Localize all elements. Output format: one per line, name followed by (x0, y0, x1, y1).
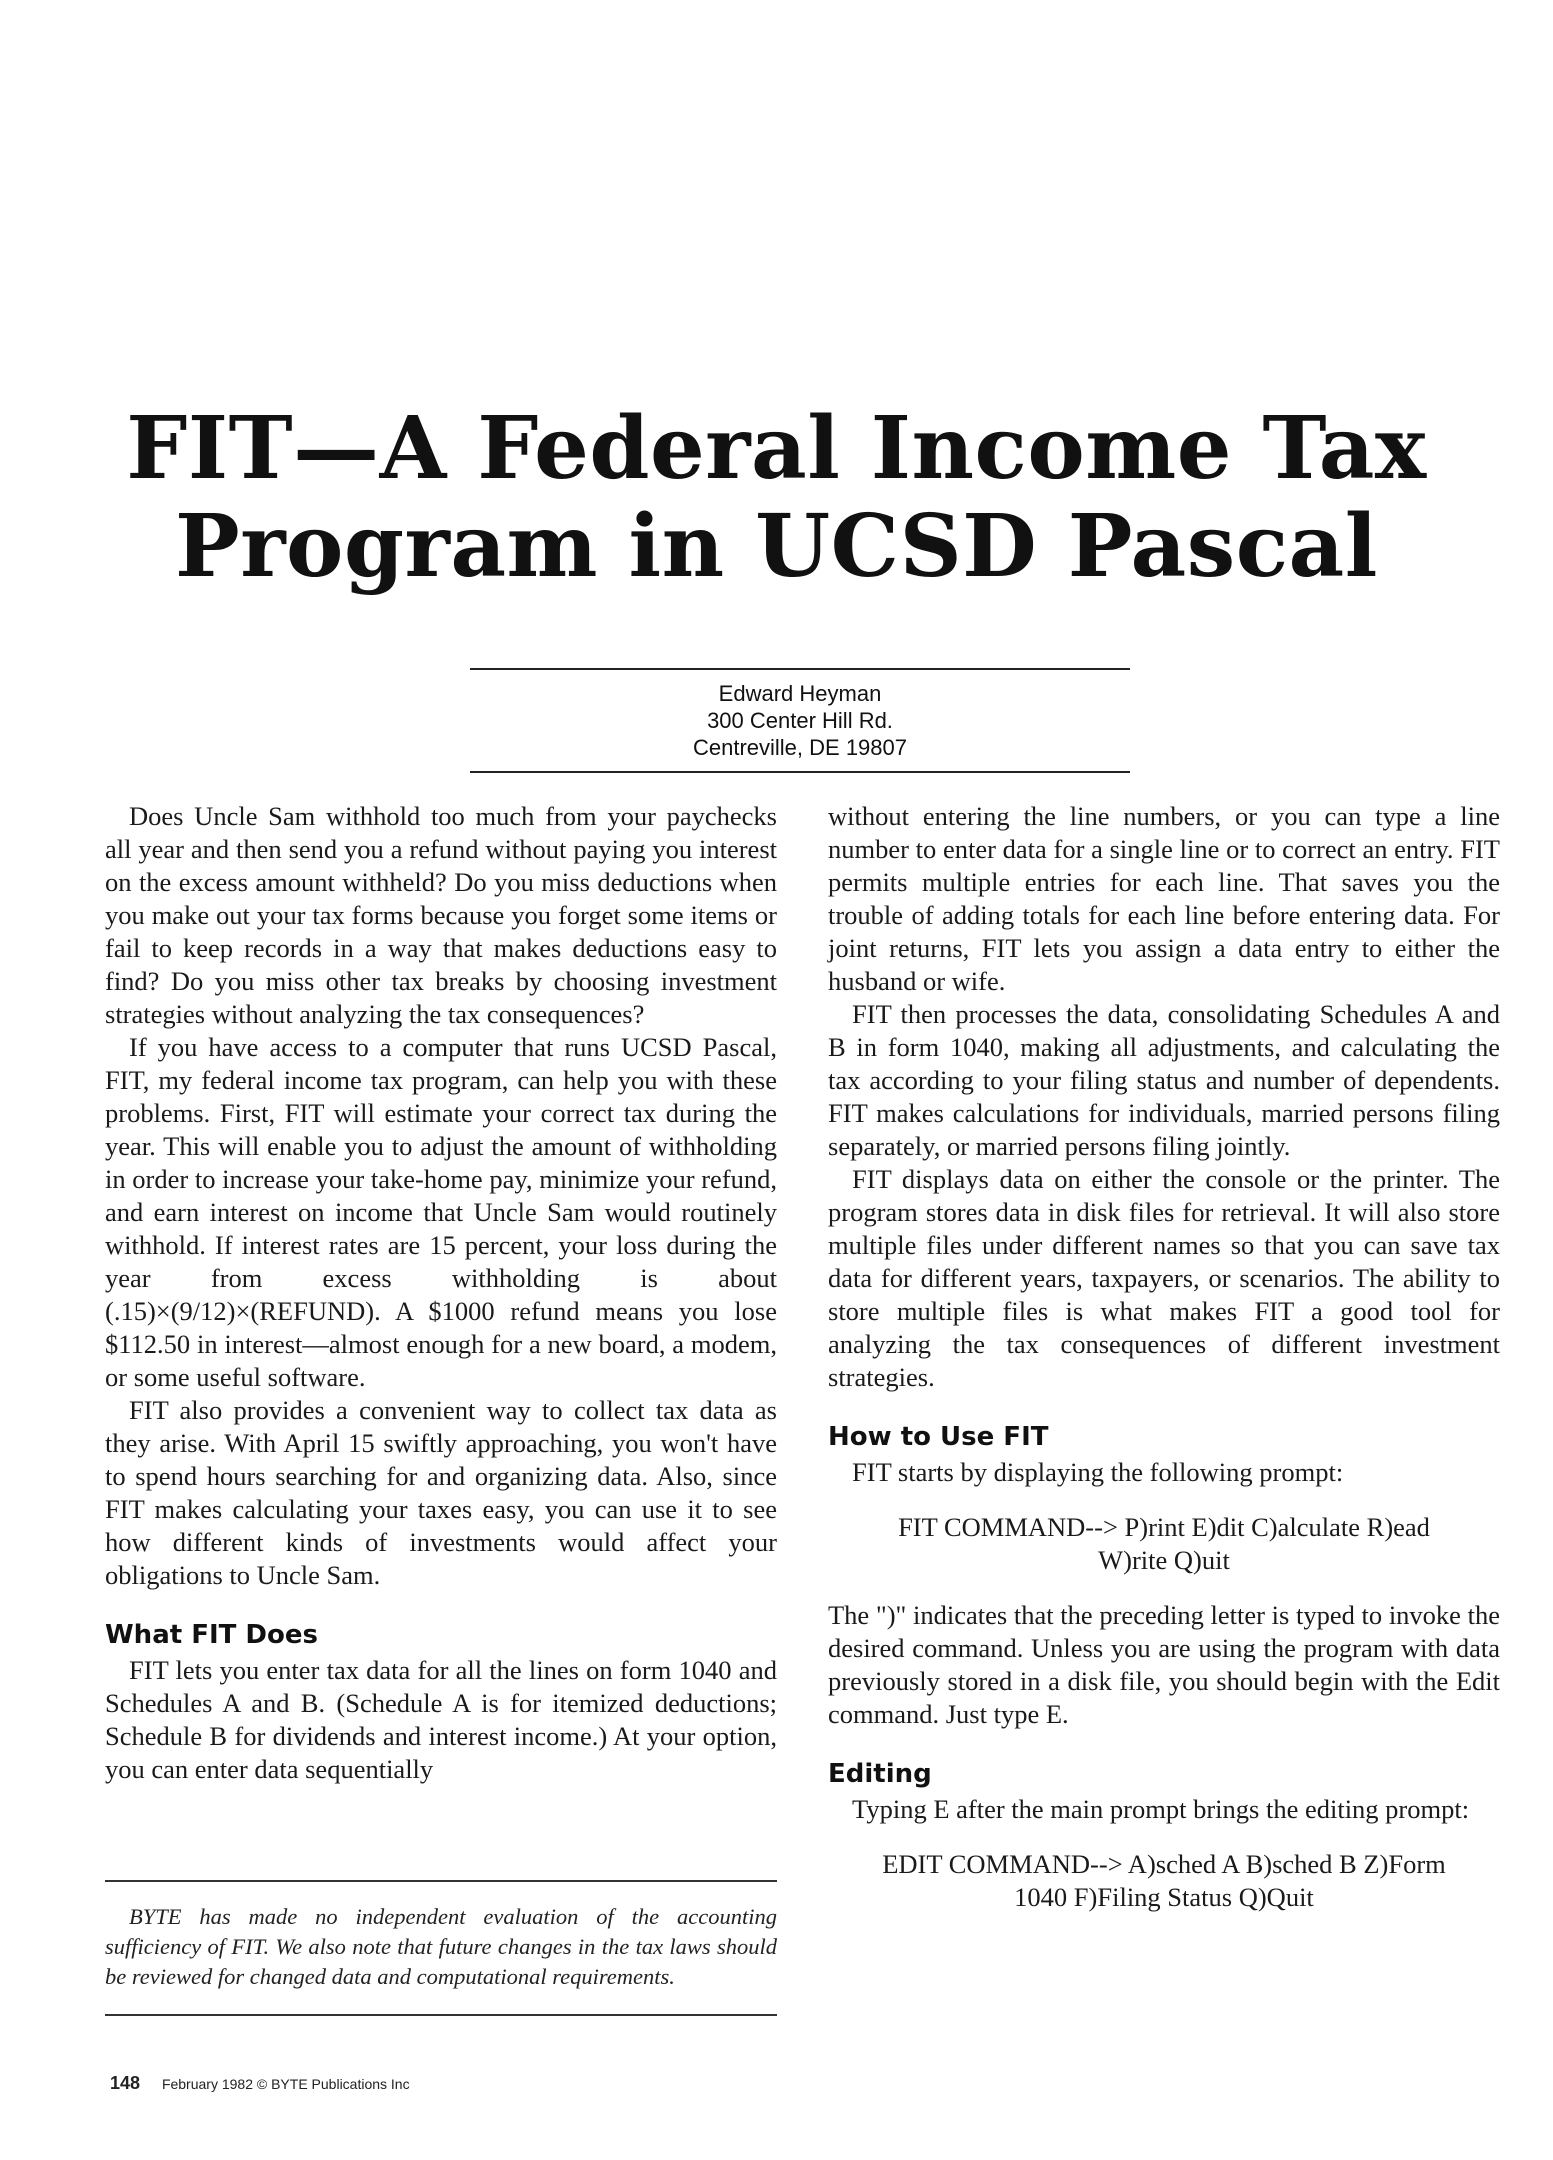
left-paragraph-2: If you have access to a computer that runs UCSD Pascal, FIT, my federal income tax program, can help you with these problems. First, FIT will estimate your correct tax during the year. This will enable you to adjust the amount of withholding in order to increase your take-home pay, minimize your refund, and earn interest on income that Uncle Sam would routinely withhold. If interest rates are 15 percent, your loss during the year from excess withholding is about (.15)×(9/12)×(REFUND). A $1000 refund means you lose $112.50 in interest—almost enough for a new board, a modem, or some useful software. (105, 1032, 777, 1392)
right-paragraph-2: FIT then processes the data, consolidating Schedules A and B in form 1040, making all adjustments, and calculating the tax according to your filing status and number of dependents. FIT makes calculations for individuals, married persons filing separately, or married persons filing jointly. (828, 999, 1500, 1161)
disclaimer-note: BYTE has made no independent evaluation of the accounting sufficiency of FIT. We also note that future changes in the tax laws should be reviewed for changed data and computational requirements. (105, 1904, 777, 1989)
left-paragraph-1: Does Uncle Sam withhold too much from your paychecks all year and then send you a refund without paying you interest on the excess amount withheld? Do you miss deductions when you make out your tax forms because you forget some items or fail to keep records in a way that makes deductions easy to find? Do you miss other tax breaks by choosing investment strategies without analyzing the tax consequences? (105, 801, 777, 1029)
byline-top-rule (470, 668, 1130, 670)
article-title (110, 400, 1443, 596)
byline-bottom-rule (470, 771, 1130, 773)
page-footer (110, 2073, 410, 2094)
fit-command-prompt (828, 1511, 1500, 1577)
right-paragraph-4: FIT starts by displaying the following prompt: (852, 1457, 1344, 1487)
page-number: 148 (110, 2073, 141, 2093)
title-line-1: FIT—A Federal Income Tax (126, 398, 1427, 499)
author-street: 300 Center Hill Rd. (707, 708, 893, 733)
fit-command-line-1: FIT COMMAND--> P)rint E)dit C)alculate R)ead (898, 1512, 1430, 1542)
author-name: Edward Heyman (718, 681, 882, 706)
author-byline (470, 680, 1130, 761)
section-heading-editing: Editing (828, 1759, 932, 1789)
right-paragraph-5: The ")" indicates that the preceding letter is typed to invoke the desired command. Unless you are using the program with data previously stored in a disk file, you should begin with the Edit command. Just type E. (828, 1600, 1500, 1729)
fit-command-line-2: W)rite Q)uit (1098, 1545, 1230, 1575)
title-line-2: Program in UCSD Pascal (175, 496, 1378, 597)
left-column (105, 800, 777, 1786)
right-paragraph-3: FIT displays data on either the console or the printer. The program stores data in disk files for retrieval. It will also store multiple files under different names so that you can save tax data for different years, taxpayers, or scenarios. The ability to store multiple files is what makes FIT a good tool for analyzing the tax consequences of different investment strategies. (828, 1164, 1500, 1392)
left-paragraph-4: FIT lets you enter tax data for all the lines on form 1040 and Schedules A and B. (Schedule A is for itemized deductions; Schedule B for dividends and interest income.) At your option, you can enter data sequentially (105, 1655, 777, 1784)
edit-command-prompt (828, 1848, 1500, 1914)
issue-credit: February 1982 © BYTE Publications Inc (161, 2076, 410, 2092)
left-paragraph-3: FIT also provides a convenient way to collect tax data as they arise. With April 15 swiftly approaching, you won't have to spend hours searching for and organizing data. Also, since FIT makes calculating your taxes easy, you can use it to see how different kinds of investments would affect your obligations to Uncle Sam. (105, 1395, 777, 1590)
section-heading-what-fit-does: What FIT Does (105, 1620, 318, 1650)
section-heading-how-to-use: How to Use FIT (828, 1422, 1049, 1452)
right-paragraph-6: Typing E after the main prompt brings the editing prompt: (852, 1794, 1470, 1824)
edit-command-line-2: 1040 F)Filing Status Q)Quit (1014, 1882, 1314, 1912)
edit-command-line-1: EDIT COMMAND--> A)sched A B)sched B Z)Form (882, 1849, 1446, 1879)
author-city: Centreville, DE 19807 (692, 735, 907, 760)
disclaimer-box (105, 1880, 777, 2016)
right-column (828, 800, 1500, 1936)
right-paragraph-1: without entering the line numbers, or you can type a line number to enter data for a single line or to correct an entry. FIT permits multiple entries for each line. That saves you the trouble of adding totals for each line before entering data. For joint returns, FIT lets you assign a data entry to either the husband or wife. (828, 801, 1500, 996)
